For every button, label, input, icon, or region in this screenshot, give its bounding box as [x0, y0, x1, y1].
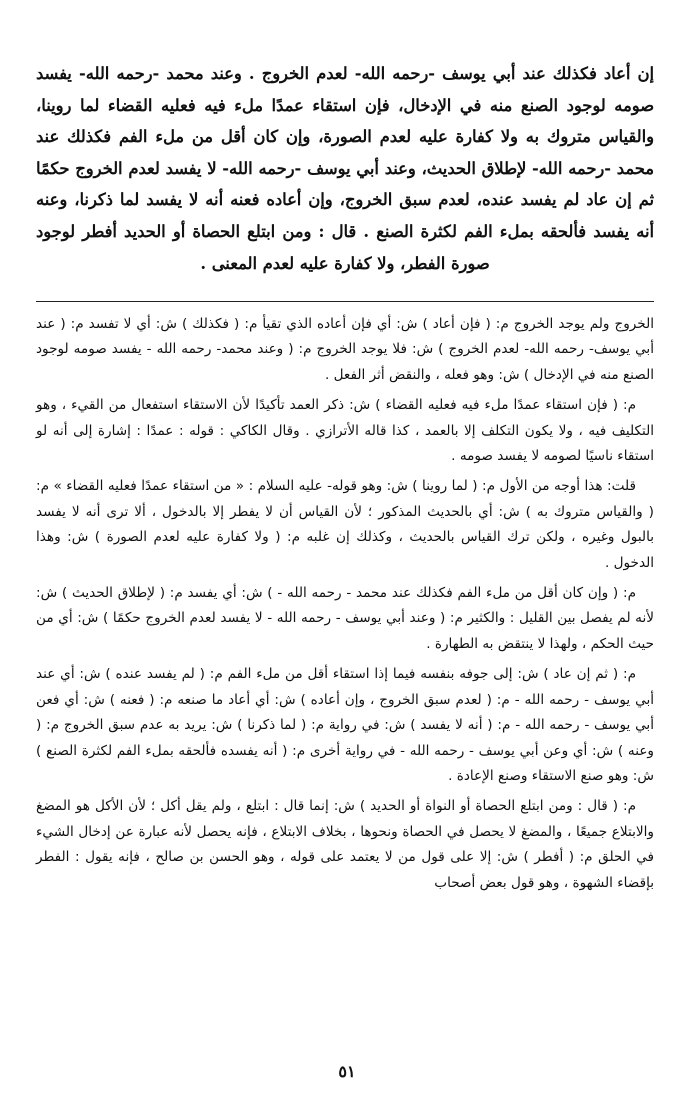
commentary-paragraph-5: م: ( ثم إن عاد ) ش: إلى جوفه بنفسه فيما إذا استقاء أقل من ملء الفم م: ( لم يفسد عنده ) ش: أي عند أبي يوسف - رحمه الله - م: ( لعدم سبق الخروج ، وإن أعاده ) ش: أي أعاد ما صنعه م: ( فعنه ) ش: أي فعن أبي يوسف - رحمه الله - م: ( أنه لا يفسد ) ش: في رواية م: ( لما ذكرنا ) ش: يريد به عدم سبق الخروج م: ( وعنه ) ش: أي وعن أبي يوسف - رحمه الله - في رواية أخرى م: ( أنه يفسده فألحقه بملء الفم لكثرة الصنع ) ش: وهو صنع الاستقاء وصنع الإعادة . — [36, 666, 654, 784]
commentary-paragraph-3: قلت: هذا أوجه من الأول م: ( لما روينا ) ش: وهو قوله- عليه السلام : « من استقاء عمدًا فعليه القضاء » م: ( والقياس متروك به ) ش: أي بالحديث المذكور ؛ لأن القياس أن لا يفطر إلا بالدخول ، ألا ترى أنه لا يفسد بالبول وغيره ، ولكن ترك القياس بالحديث ، وكذلك إن غلبه م: ( ولا كفارة عليه لعدم الصورة ) ش: وهذا الدخول . — [36, 478, 654, 571]
commentary-paragraph-4: م: ( وإن كان أقل من ملء الفم فكذلك عند محمد - رحمه الله - ) ش: أي يفسد م: ( لإطلاق الحديث ) ش: لأنه لم يفصل بين القليل : والكثير م: ( وعند أبي يوسف - رحمه الله - لا يفسد لعدم الخروج حكمًا ) ش: أي من حيث الحكم ، ولهذا لا ينتقض به الطهارة . — [36, 585, 654, 652]
commentary-block — [36, 312, 654, 901]
commentary-paragraph-2: م: ( فإن استقاء عمدًا ملء فيه فعليه القضاء ) ش: ذكر العمد تأكيدًا لأن الاستقاء استفعال من القيء ، وهو التكليف فيه ، ولا يكون التكلف إلا بالعمد ، كذا قاله الأترازي . وقال الكاكي : قوله : عمدًا : إشارة إلى أنه لو استقاء ناسيًا لصومه لا يفسد صومه . — [36, 397, 654, 465]
commentary-paragraph-6: م: ( قال : ومن ابتلع الحصاة أو النواة أو الحديد ) ش: إنما قال : ابتلع ، ولم يقل أكل ؛ لأن الأكل هو المضغ والابتلاع جميعًا ، والمضغ لا يحصل في الحصاة ونحوها ، بخلاف الابتلاع ، فإنه يحصل لأنه عبارة عن إدخال الشيء في الحلق م: ( أفطر ) ش: إلا على قول من لا يعتمد على قوله ، وهو الحسن بن صالح ، فإنه يقول : الفطر بإقضاء الشهوة ، وهو قول بعض أصحاب — [36, 798, 654, 891]
main-text-block: إن أعاد فكذلك عند أبي يوسف -رحمه الله- لعدم الخروج . وعند محمد -رحمه الله- يفسد صومه لوجود الصنع منه في الإدخال، فإن استقاء عمدًا ملء فيه فعليه القضاء لما روينا، والقياس متروك به ولا كفارة عليه لعدم الصورة، وإن كان أقل من ملء الفم فكذلك عند محمد -رحمه الله- لإطلاق الحديث، وعند أبي يوسف -رحمه الله- لا يفسد لعدم الخروج حكمًا ثم إن عاد لم يفسد عنده، لعدم سبق الخروج، وإن أعاده فعنه أنه لا يفسد لما ذكرنا، وعنه أنه يفسد فألحقه بملء الفم لكثرة الصنع . قال : ومن ابتلع الحصاة أو الحديد أفطر لوجود صورة الفطر، ولا كفارة عليه لعدم المعنى . — [36, 64, 654, 273]
page-number: ٥١ — [338, 1062, 356, 1081]
section-divider — [36, 301, 654, 302]
commentary-paragraph-1: الخروج ولم يوجد الخروج م: ( فإن أعاد ) ش: أي فإن أعاده الذي تقيأ م: ( فكذلك ) ش: أي لا تفسد م: ( عند أبي يوسف- رحمه الله- لعدم الخروج ) ش: فلا يوجد الخروج م: ( وعند محمد- رحمه الله - يفسد صومه لوجود الصنع منه في الإدخال ) ش: وهو فعله ، والنقض أثر الفعل . — [36, 316, 654, 383]
